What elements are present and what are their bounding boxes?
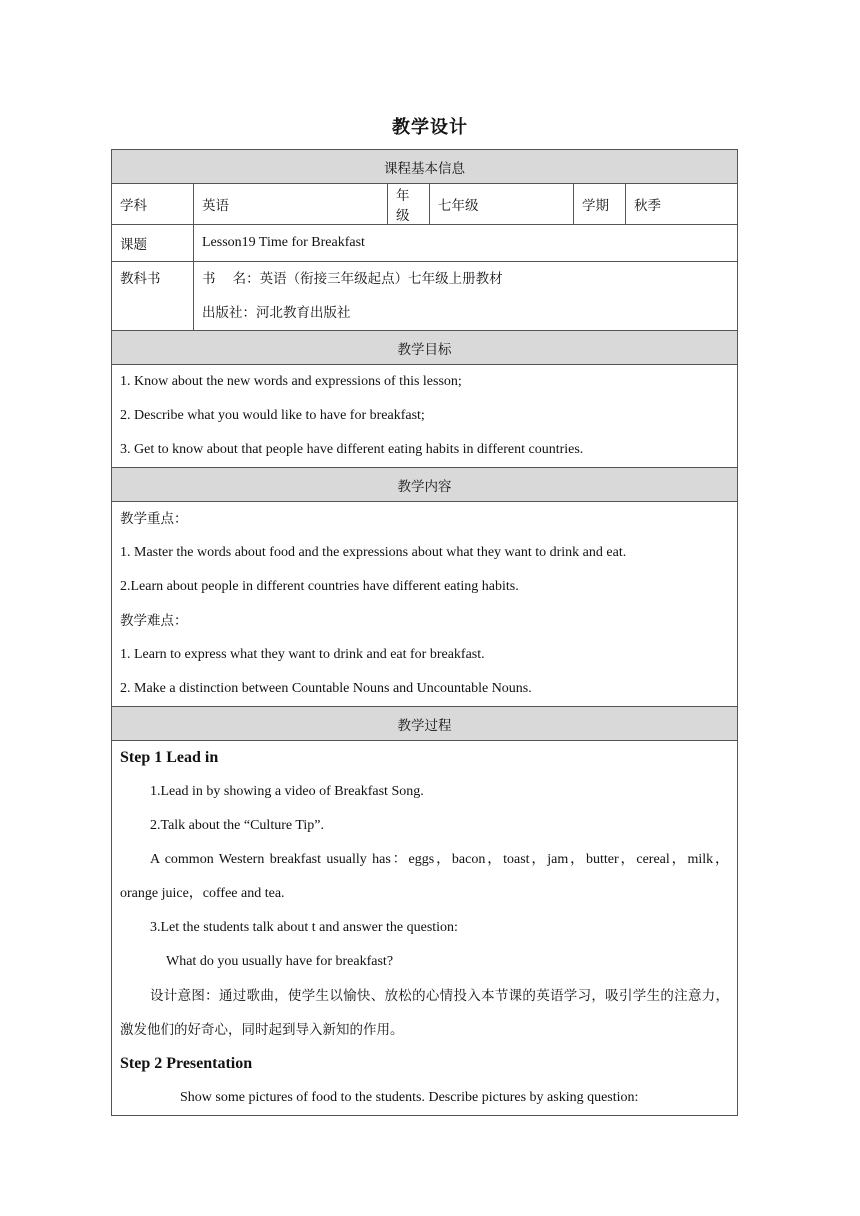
difficult-point-item: 2. Make a distinction between Countable Nouns and Uncountable Nouns. [120, 681, 532, 696]
publisher-line: 出版社：河北教育出版社 [202, 305, 351, 321]
step2-title: Step 2 Presentation [120, 1055, 253, 1072]
term-value: 秋季 [626, 184, 738, 225]
lesson-plan-table [111, 149, 738, 1116]
step2-item: Show some pictures of food to the students. Describe pictures by asking question: [180, 1090, 639, 1105]
goal-item: 2. Describe what you would like to have for breakfast; [120, 408, 425, 423]
subject-value: 英语 [194, 184, 388, 225]
difficult-point-item: 1. Learn to express what they want to drink and eat for breakfast. [120, 647, 485, 662]
key-point-item: 1. Master the words about food and the expressions about what they want to drink and eat. [120, 545, 627, 560]
key-point-item: 2.Learn about people in different countries have different eating habits. [120, 579, 519, 594]
grade-label: 年级 [388, 184, 430, 225]
topic-label: 课题 [112, 225, 194, 262]
textbook-label-text: 教科书 [120, 271, 161, 287]
process-cell [112, 741, 738, 1116]
topic-value: Lesson19 Time for Breakfast [194, 225, 738, 262]
textbook-info [194, 262, 738, 331]
section-header-basic-info: 课程基本信息 [112, 150, 738, 184]
step1-item: 3.Let the students talk about t and answer the question: [150, 920, 458, 935]
key-points-label: 教学重点： [120, 511, 188, 527]
term-label: 学期 [574, 184, 626, 225]
goal-item: 1. Know about the new words and expressions of this lesson; [120, 374, 462, 389]
textbook-label [112, 262, 194, 331]
section-header-goals: 教学目标 [112, 331, 738, 365]
goal-item: 3. Get to know about that people have different eating habits in different countries. [120, 442, 584, 457]
book-name-line: 书 名：英语（衔接三年级起点）七年级上册教材 [202, 271, 503, 287]
section-header-process: 教学过程 [112, 707, 738, 741]
document-title: 教学设计 [392, 117, 468, 138]
design-intent: 设计意图：通过歌曲，使学生以愉快、放松的心情投入本节课的英语学习，吸引学生的注意力，激发他们的好奇心，同时起到导入新知的作用。 [120, 988, 730, 1038]
step1-item: 2.Talk about the “Culture Tip”. [150, 818, 325, 833]
goals-cell [112, 365, 738, 468]
grade-value: 七年级 [430, 184, 574, 225]
step1-question: What do you usually have for breakfast? [166, 954, 394, 969]
breakfast-foods-text: A common Western breakfast usually has：eggs，bacon，toast，jam，butter，cereal，milk，orange juice，coffee and tea. [120, 852, 730, 901]
difficult-points-label: 教学难点： [120, 613, 188, 629]
section-header-content: 教学内容 [112, 468, 738, 502]
step1-item: 1.Lead in by showing a video of Breakfast Song. [150, 784, 424, 799]
step1-title: Step 1 Lead in [120, 749, 219, 766]
content-cell [112, 502, 738, 707]
subject-label: 学科 [112, 184, 194, 225]
